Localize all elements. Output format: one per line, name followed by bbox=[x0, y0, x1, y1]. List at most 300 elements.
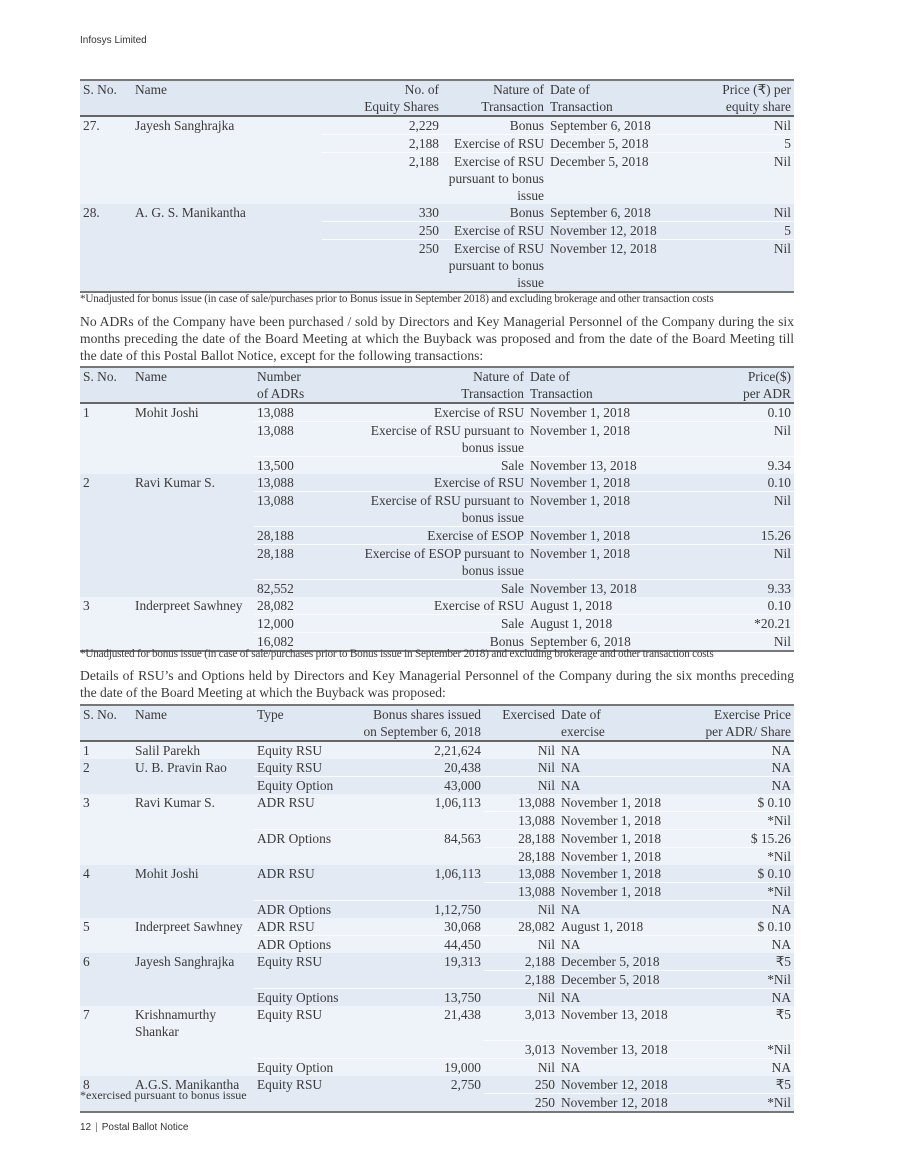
table-row bbox=[80, 794, 794, 812]
adr-transactions-table bbox=[80, 366, 794, 652]
cell-sno bbox=[80, 222, 132, 240]
cell-shares: 2,229 bbox=[322, 116, 442, 135]
table-row bbox=[80, 812, 794, 830]
cell-price: *Nil bbox=[688, 848, 794, 866]
cell-type: Equity Option bbox=[254, 1058, 344, 1076]
cell-name bbox=[132, 1058, 254, 1076]
col-header-nature: Nature of Transaction bbox=[442, 80, 547, 116]
cell-nature: Exercise of RSU bbox=[442, 222, 547, 240]
cell-price: Nil bbox=[697, 153, 794, 205]
table-row bbox=[80, 1058, 794, 1076]
cell-type: ADR Options bbox=[254, 901, 344, 919]
table-row bbox=[80, 492, 794, 527]
cell-price: Nil bbox=[697, 204, 794, 222]
cell-date: September 6, 2018 bbox=[527, 633, 677, 652]
cell-date: NA bbox=[558, 1058, 688, 1076]
cell-date: August 1, 2018 bbox=[558, 918, 688, 936]
cell-adrs: 28,082 bbox=[254, 597, 344, 615]
cell-name bbox=[132, 989, 254, 1007]
cell-sno bbox=[80, 492, 132, 527]
cell-exercised: 3,013 bbox=[484, 1006, 558, 1040]
table-row bbox=[80, 222, 794, 240]
cell-price: 0.10 bbox=[677, 474, 794, 492]
cell-price: NA bbox=[688, 901, 794, 919]
cell-sno: 7 bbox=[80, 1006, 132, 1040]
cell-bonus bbox=[344, 812, 484, 830]
cell-sno bbox=[80, 777, 132, 795]
cell-adrs: 28,188 bbox=[254, 527, 344, 545]
table-row bbox=[80, 422, 794, 457]
cell-type: Equity Options bbox=[254, 989, 344, 1007]
cell-name bbox=[132, 615, 254, 633]
cell-price: *Nil bbox=[688, 971, 794, 989]
cell-nature: Bonus bbox=[344, 633, 527, 652]
cell-price: Nil bbox=[677, 492, 794, 527]
cell-type: ADR RSU bbox=[254, 794, 344, 812]
cell-bonus: 43,000 bbox=[344, 777, 484, 795]
table-row bbox=[80, 597, 794, 615]
table-row bbox=[80, 545, 794, 580]
cell-bonus: 1,06,113 bbox=[344, 865, 484, 883]
cell-exercised: Nil bbox=[484, 989, 558, 1007]
cell-sno bbox=[80, 1058, 132, 1076]
table-row bbox=[80, 615, 794, 633]
cell-nature: Bonus bbox=[442, 116, 547, 135]
cell-nature: Bonus bbox=[442, 204, 547, 222]
cell-price: $ 0.10 bbox=[688, 865, 794, 883]
cell-bonus bbox=[344, 1040, 484, 1058]
cell-sno bbox=[80, 812, 132, 830]
cell-adrs: 12,000 bbox=[254, 615, 344, 633]
cell-sno bbox=[80, 1040, 132, 1058]
cell-price: Nil bbox=[697, 116, 794, 135]
table-row bbox=[80, 883, 794, 901]
cell-price: NA bbox=[688, 1058, 794, 1076]
table-header-row bbox=[80, 80, 794, 116]
cell-name bbox=[132, 222, 322, 240]
cell-date: November 1, 2018 bbox=[558, 794, 688, 812]
cell-date: November 1, 2018 bbox=[527, 403, 677, 422]
cell-exercised: 28,188 bbox=[484, 848, 558, 866]
table-row bbox=[80, 865, 794, 883]
cell-nature: Sale bbox=[344, 580, 527, 598]
table-row bbox=[80, 153, 794, 205]
cell-price: 9.33 bbox=[677, 580, 794, 598]
cell-name: A. G. S. Manikantha bbox=[132, 204, 322, 222]
cell-date: December 5, 2018 bbox=[558, 953, 688, 971]
cell-date: August 1, 2018 bbox=[527, 615, 677, 633]
paragraph-adr-transactions: No ADRs of the Company have been purchased / sold by Directors and Key Managerial Personnel of the Company during the six months preceding the date of the Board Meeting at which the Buyback was proposed and from the date of the Board Meeting till the date of this Postal Ballot Notice, except for the following transactions: bbox=[80, 314, 794, 363]
cell-date: November 12, 2018 bbox=[558, 1076, 688, 1094]
cell-price: $ 15.26 bbox=[688, 830, 794, 848]
cell-price: NA bbox=[688, 759, 794, 777]
col-header-adrs: Number of ADRs bbox=[254, 367, 344, 403]
cell-price: *Nil bbox=[688, 812, 794, 830]
cell-date: November 1, 2018 bbox=[527, 474, 677, 492]
cell-sno: 5 bbox=[80, 918, 132, 936]
cell-sno bbox=[80, 971, 132, 989]
cell-exercised: 13,088 bbox=[484, 865, 558, 883]
cell-adrs: 13,088 bbox=[254, 403, 344, 422]
cell-name bbox=[132, 812, 254, 830]
cell-sno bbox=[80, 989, 132, 1007]
cell-type bbox=[254, 1040, 344, 1058]
col-header-name: Name bbox=[132, 80, 322, 116]
footer-separator: | bbox=[95, 1122, 98, 1133]
table-row bbox=[80, 1040, 794, 1058]
table-row bbox=[80, 457, 794, 475]
cell-date: November 13, 2018 bbox=[558, 1040, 688, 1058]
footnote-unadjusted-1: *Unadjusted for bonus issue (in case of sale/purchases prior to Bonus issue in September 2018) and excluding brokerage and other transaction costs bbox=[80, 293, 714, 305]
cell-type: ADR RSU bbox=[254, 918, 344, 936]
col-header-nature: Nature of Transaction bbox=[344, 367, 527, 403]
table-row bbox=[80, 830, 794, 848]
cell-name bbox=[132, 492, 254, 527]
cell-name: Ravi Kumar S. bbox=[132, 794, 254, 812]
col-header-price: Price($) per ADR bbox=[677, 367, 794, 403]
table-body bbox=[80, 116, 794, 292]
cell-name: Salil Parekh bbox=[132, 741, 254, 759]
cell-bonus: 84,563 bbox=[344, 830, 484, 848]
cell-exercised: 13,088 bbox=[484, 812, 558, 830]
cell-name bbox=[132, 422, 254, 457]
cell-nature: Exercise of ESOP bbox=[344, 527, 527, 545]
cell-type: ADR Options bbox=[254, 936, 344, 954]
col-header-date: Date of exercise bbox=[558, 705, 688, 741]
cell-bonus bbox=[344, 883, 484, 901]
cell-date: November 13, 2018 bbox=[527, 580, 677, 598]
cell-exercised: 28,188 bbox=[484, 830, 558, 848]
table-row bbox=[80, 1006, 794, 1040]
cell-sno bbox=[80, 135, 132, 153]
table-row bbox=[80, 580, 794, 598]
table-row bbox=[80, 135, 794, 153]
cell-name bbox=[132, 971, 254, 989]
cell-price: NA bbox=[688, 989, 794, 1007]
cell-sno bbox=[80, 580, 132, 598]
table-body bbox=[80, 403, 794, 651]
cell-nature: Sale bbox=[344, 615, 527, 633]
table-row bbox=[80, 989, 794, 1007]
table-row bbox=[80, 918, 794, 936]
cell-type: Equity RSU bbox=[254, 741, 344, 759]
cell-price: $ 0.10 bbox=[688, 794, 794, 812]
cell-price: ₹5 bbox=[688, 953, 794, 971]
cell-date: NA bbox=[558, 777, 688, 795]
cell-nature: Exercise of ESOP pursuant to bonus issue bbox=[344, 545, 527, 580]
cell-type bbox=[254, 971, 344, 989]
page-footer bbox=[80, 1122, 188, 1133]
equity-transactions-table bbox=[80, 79, 794, 293]
table-header-row bbox=[80, 367, 794, 403]
cell-type: Equity RSU bbox=[254, 1076, 344, 1094]
cell-name: Ravi Kumar S. bbox=[132, 474, 254, 492]
paragraph-rsu-options: Details of RSU’s and Options held by Directors and Key Managerial Personnel of the Company during the six months preceding the date of the Board Meeting at which the Buyback was proposed: bbox=[80, 668, 794, 700]
table-header-row bbox=[80, 705, 794, 741]
cell-name bbox=[132, 848, 254, 866]
table-row bbox=[80, 848, 794, 866]
col-header-sno: S. No. bbox=[80, 367, 132, 403]
cell-exercised: Nil bbox=[484, 901, 558, 919]
cell-nature: Exercise of RSU pursuant to bonus issue bbox=[344, 492, 527, 527]
cell-date: November 12, 2018 bbox=[547, 222, 697, 240]
cell-bonus bbox=[344, 848, 484, 866]
cell-price: 5 bbox=[697, 222, 794, 240]
cell-adrs: 16,082 bbox=[254, 633, 344, 652]
cell-date: November 1, 2018 bbox=[558, 865, 688, 883]
table-row bbox=[80, 901, 794, 919]
cell-sno: 1 bbox=[80, 741, 132, 759]
cell-name bbox=[132, 240, 322, 293]
cell-adrs: 13,088 bbox=[254, 474, 344, 492]
cell-price: Nil bbox=[677, 633, 794, 652]
cell-date: NA bbox=[558, 989, 688, 1007]
cell-price: *Nil bbox=[688, 883, 794, 901]
cell-name bbox=[132, 457, 254, 475]
cell-adrs: 13,088 bbox=[254, 422, 344, 457]
page-number: 12 bbox=[80, 1122, 92, 1133]
cell-bonus: 2,21,624 bbox=[344, 741, 484, 759]
cell-price: 0.10 bbox=[677, 597, 794, 615]
cell-name: Jayesh Sanghrajka bbox=[132, 953, 254, 971]
cell-date: November 12, 2018 bbox=[558, 1093, 688, 1112]
table-row bbox=[80, 759, 794, 777]
cell-sno: 4 bbox=[80, 865, 132, 883]
cell-date: November 1, 2018 bbox=[558, 830, 688, 848]
cell-sno bbox=[80, 883, 132, 901]
cell-type: Equity RSU bbox=[254, 1006, 344, 1040]
col-header-name: Name bbox=[132, 705, 254, 741]
cell-nature: Exercise of RSU pursuant to bonus issue bbox=[442, 153, 547, 205]
cell-sno: 1 bbox=[80, 403, 132, 422]
cell-date: NA bbox=[558, 901, 688, 919]
cell-name bbox=[132, 135, 322, 153]
cell-date: NA bbox=[558, 936, 688, 954]
cell-price: ₹5 bbox=[688, 1006, 794, 1040]
cell-price: Nil bbox=[677, 422, 794, 457]
cell-price: Nil bbox=[697, 240, 794, 293]
cell-type bbox=[254, 883, 344, 901]
cell-nature: Exercise of RSU pursuant to bonus issue bbox=[442, 240, 547, 293]
cell-date: November 13, 2018 bbox=[527, 457, 677, 475]
cell-exercised: 13,088 bbox=[484, 794, 558, 812]
cell-name bbox=[132, 153, 322, 205]
cell-bonus: 21,438 bbox=[344, 1006, 484, 1040]
cell-name bbox=[132, 1040, 254, 1058]
cell-name bbox=[132, 777, 254, 795]
cell-nature: Exercise of RSU bbox=[442, 135, 547, 153]
cell-bonus bbox=[344, 1093, 484, 1112]
cell-nature: Exercise of RSU pursuant to bonus issue bbox=[344, 422, 527, 457]
col-header-date: Date of Transaction bbox=[527, 367, 677, 403]
cell-exercised: Nil bbox=[484, 936, 558, 954]
cell-date: NA bbox=[558, 741, 688, 759]
cell-price: 15.26 bbox=[677, 527, 794, 545]
footer-title: Postal Ballot Notice bbox=[101, 1122, 189, 1133]
cell-bonus: 44,450 bbox=[344, 936, 484, 954]
cell-price: NA bbox=[688, 936, 794, 954]
cell-sno bbox=[80, 240, 132, 293]
table-row bbox=[80, 474, 794, 492]
table-row bbox=[80, 741, 794, 759]
cell-sno bbox=[80, 422, 132, 457]
cell-exercised: 2,188 bbox=[484, 953, 558, 971]
cell-sno: 6 bbox=[80, 953, 132, 971]
cell-date: September 6, 2018 bbox=[547, 116, 697, 135]
cell-nature: Sale bbox=[344, 457, 527, 475]
cell-price: *Nil bbox=[688, 1093, 794, 1112]
cell-sno bbox=[80, 153, 132, 205]
cell-price: 0.10 bbox=[677, 403, 794, 422]
cell-date: NA bbox=[558, 759, 688, 777]
cell-date: August 1, 2018 bbox=[527, 597, 677, 615]
cell-date: November 1, 2018 bbox=[558, 883, 688, 901]
col-header-exercised: Exercised bbox=[484, 705, 558, 741]
cell-bonus: 20,438 bbox=[344, 759, 484, 777]
cell-adrs: 13,088 bbox=[254, 492, 344, 527]
cell-bonus: 1,06,113 bbox=[344, 794, 484, 812]
cell-sno bbox=[80, 527, 132, 545]
cell-sno: 27. bbox=[80, 116, 132, 135]
cell-shares: 330 bbox=[322, 204, 442, 222]
cell-price: 5 bbox=[697, 135, 794, 153]
cell-price: *20.21 bbox=[677, 615, 794, 633]
cell-type: Equity RSU bbox=[254, 759, 344, 777]
cell-date: December 5, 2018 bbox=[547, 153, 697, 205]
cell-sno: 8 bbox=[80, 1076, 132, 1094]
cell-date: November 13, 2018 bbox=[558, 1006, 688, 1040]
cell-exercised: 250 bbox=[484, 1093, 558, 1112]
cell-exercised: Nil bbox=[484, 741, 558, 759]
col-header-price: Price (₹) per equity share bbox=[697, 80, 794, 116]
cell-name bbox=[132, 830, 254, 848]
cell-sno: 2 bbox=[80, 759, 132, 777]
cell-exercised: 28,082 bbox=[484, 918, 558, 936]
table-row bbox=[80, 204, 794, 222]
cell-exercised: 250 bbox=[484, 1076, 558, 1094]
cell-bonus: 30,068 bbox=[344, 918, 484, 936]
cell-shares: 2,188 bbox=[322, 135, 442, 153]
cell-type: ADR Options bbox=[254, 830, 344, 848]
table-row bbox=[80, 240, 794, 293]
table-row bbox=[80, 777, 794, 795]
cell-date: December 5, 2018 bbox=[558, 971, 688, 989]
cell-date: November 1, 2018 bbox=[558, 848, 688, 866]
cell-sno: 3 bbox=[80, 794, 132, 812]
col-header-date: Date of Transaction bbox=[547, 80, 697, 116]
cell-bonus: 1,12,750 bbox=[344, 901, 484, 919]
cell-date: November 1, 2018 bbox=[558, 812, 688, 830]
cell-exercised: Nil bbox=[484, 759, 558, 777]
cell-date: November 12, 2018 bbox=[547, 240, 697, 293]
cell-sno: 28. bbox=[80, 204, 132, 222]
table-row bbox=[80, 953, 794, 971]
cell-name bbox=[132, 883, 254, 901]
cell-exercised: 2,188 bbox=[484, 971, 558, 989]
cell-name bbox=[132, 936, 254, 954]
col-header-type: Type bbox=[254, 705, 344, 741]
cell-sno bbox=[80, 615, 132, 633]
cell-name: Inderpreet Sawhney bbox=[132, 597, 254, 615]
cell-sno bbox=[80, 936, 132, 954]
col-header-sno: S. No. bbox=[80, 705, 132, 741]
col-header-sno: S. No. bbox=[80, 80, 132, 116]
cell-sno: 3 bbox=[80, 597, 132, 615]
cell-date: December 5, 2018 bbox=[547, 135, 697, 153]
cell-bonus bbox=[344, 971, 484, 989]
cell-sno bbox=[80, 457, 132, 475]
col-header-price: Exercise Price per ADR/ Share bbox=[688, 705, 794, 741]
cell-type: Equity RSU bbox=[254, 953, 344, 971]
cell-bonus: 19,000 bbox=[344, 1058, 484, 1076]
cell-name bbox=[132, 545, 254, 580]
cell-exercised: 3,013 bbox=[484, 1040, 558, 1058]
cell-nature: Exercise of RSU bbox=[344, 403, 527, 422]
cell-nature: Exercise of RSU bbox=[344, 597, 527, 615]
table-body bbox=[80, 741, 794, 1112]
cell-adrs: 13,500 bbox=[254, 457, 344, 475]
table-row bbox=[80, 971, 794, 989]
cell-date: November 1, 2018 bbox=[527, 422, 677, 457]
company-header: Infosys Limited bbox=[80, 35, 147, 46]
cell-name: Mohit Joshi bbox=[132, 865, 254, 883]
cell-price: Nil bbox=[677, 545, 794, 580]
cell-date: November 1, 2018 bbox=[527, 492, 677, 527]
cell-nature: Exercise of RSU bbox=[344, 474, 527, 492]
cell-type: ADR RSU bbox=[254, 865, 344, 883]
cell-sno bbox=[80, 830, 132, 848]
cell-name: Inderpreet Sawhney bbox=[132, 918, 254, 936]
cell-shares: 250 bbox=[322, 240, 442, 293]
footnote-exercised: *exercised pursuant to bonus issue bbox=[80, 1088, 247, 1102]
cell-shares: 2,188 bbox=[322, 153, 442, 205]
cell-price: 9.34 bbox=[677, 457, 794, 475]
cell-adrs: 82,552 bbox=[254, 580, 344, 598]
cell-name: Jayesh Sanghrajka bbox=[132, 116, 322, 135]
cell-price: NA bbox=[688, 777, 794, 795]
cell-price: $ 0.10 bbox=[688, 918, 794, 936]
table-row bbox=[80, 116, 794, 135]
cell-exercised: Nil bbox=[484, 777, 558, 795]
cell-adrs: 28,188 bbox=[254, 545, 344, 580]
cell-price: NA bbox=[688, 741, 794, 759]
cell-date: November 1, 2018 bbox=[527, 545, 677, 580]
table-row bbox=[80, 403, 794, 422]
rsu-options-table bbox=[80, 704, 794, 1113]
cell-name: U. B. Pravin Rao bbox=[132, 759, 254, 777]
cell-price: ₹5 bbox=[688, 1076, 794, 1094]
cell-type bbox=[254, 848, 344, 866]
cell-type: Equity Option bbox=[254, 777, 344, 795]
cell-name bbox=[132, 527, 254, 545]
cell-name: Krishnamurthy Shankar bbox=[132, 1006, 254, 1040]
table-row bbox=[80, 936, 794, 954]
cell-sno bbox=[80, 848, 132, 866]
cell-name: Mohit Joshi bbox=[132, 403, 254, 422]
cell-bonus: 19,313 bbox=[344, 953, 484, 971]
footnote-unadjusted-2: *Unadjusted for bonus issue (in case of sale/purchases prior to Bonus issue in September 2018) and excluding brokerage and other transaction costs bbox=[80, 648, 714, 660]
col-header-bonus: Bonus shares issued on September 6, 2018 bbox=[344, 705, 484, 741]
cell-type bbox=[254, 1093, 344, 1112]
cell-price: *Nil bbox=[688, 1040, 794, 1058]
cell-date: November 1, 2018 bbox=[527, 527, 677, 545]
cell-name bbox=[132, 901, 254, 919]
cell-sno bbox=[80, 901, 132, 919]
cell-exercised: Nil bbox=[484, 1058, 558, 1076]
cell-sno bbox=[80, 545, 132, 580]
cell-date: September 6, 2018 bbox=[547, 204, 697, 222]
cell-sno: 2 bbox=[80, 474, 132, 492]
